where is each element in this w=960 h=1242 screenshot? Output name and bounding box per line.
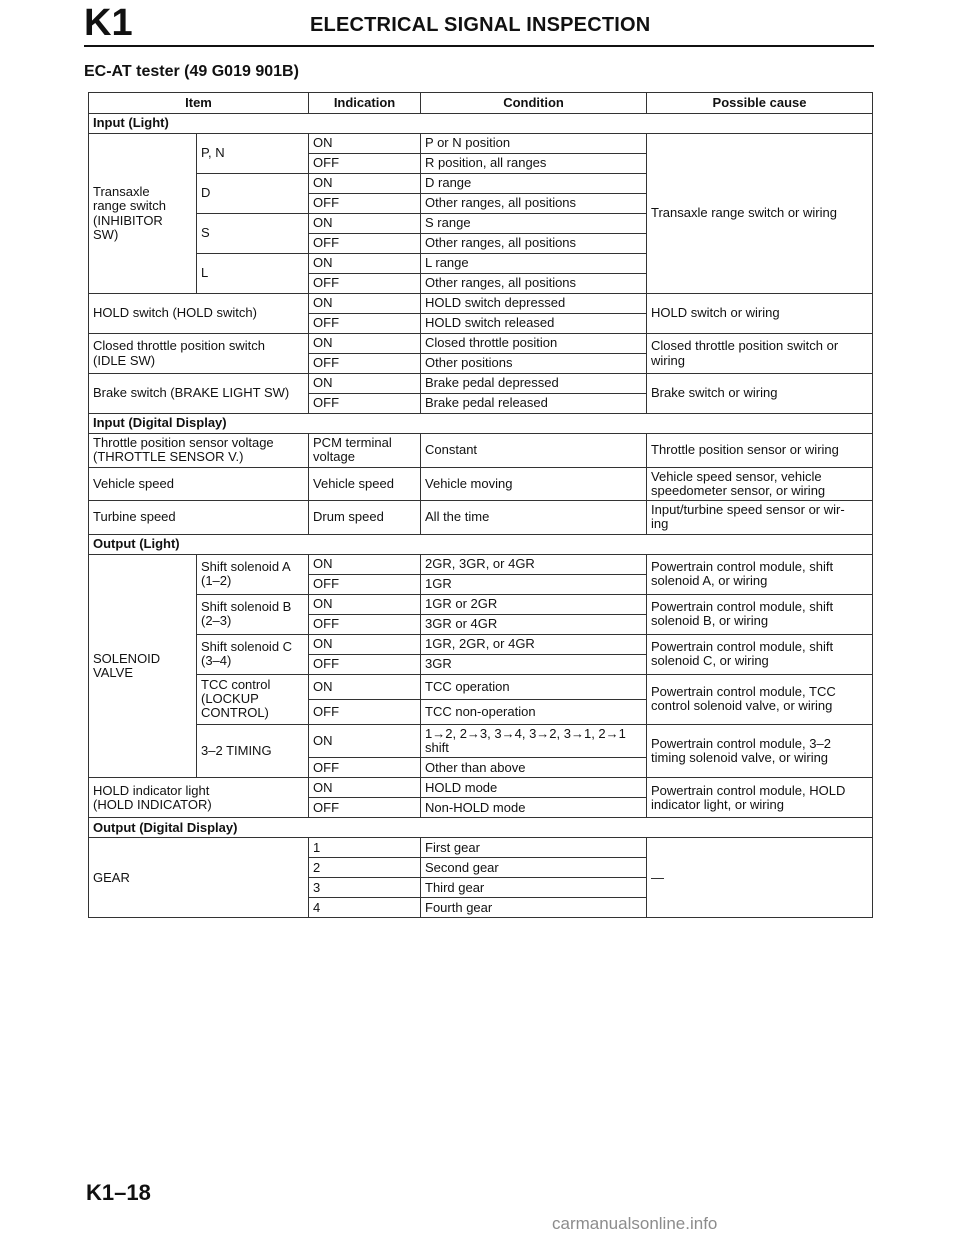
indication-cell: ON (309, 374, 421, 394)
indication-cell: ON (309, 334, 421, 354)
condition-cell: D range (421, 174, 647, 194)
item-hold-switch: HOLD switch (HOLD switch) (89, 294, 309, 334)
subitem-3-2-timing: 3–2 TIMING (197, 724, 309, 778)
table-header-row (89, 93, 873, 114)
indication-cell: Drum speed (309, 501, 421, 535)
cause-tcc-control: Powertrain control module, TCC control solenoid valve, or wiring (647, 674, 873, 724)
cause-idle-switch: Closed throttle position switch or wiring (647, 334, 873, 374)
indication-cell: ON (309, 174, 421, 194)
condition-cell: Other ranges, all positions (421, 274, 647, 294)
cause-shift-solenoid-c: Powertrain control module, shift solenoid C, or wiring (647, 634, 873, 674)
section-header-output-light: Output (Light) (89, 534, 873, 554)
subitem-shift-solenoid-b: Shift solenoid B (2–3) (197, 594, 309, 634)
subitem-shift-solenoid-c: Shift solenoid C (3–4) (197, 634, 309, 674)
subitem-pn: P, N (197, 134, 309, 174)
page-title: ELECTRICAL SIGNAL INSPECTION (310, 14, 651, 36)
condition-cell: Other ranges, all positions (421, 234, 647, 254)
cause-transaxle-range-switch: Transaxle range switch or wiring (647, 134, 873, 294)
indication-cell: OFF (309, 699, 421, 724)
condition-cell: 3GR (421, 654, 647, 674)
condition-cell: All the time (421, 501, 647, 535)
cause-hold-switch: HOLD switch or wiring (647, 294, 873, 334)
condition-cell: Third gear (421, 878, 647, 898)
column-header-condition: Condition (421, 93, 647, 114)
indication-cell: Vehicle speed (309, 467, 421, 501)
indication-cell: ON (309, 134, 421, 154)
item-throttle-position-sensor: Throttle position sensor voltage (THROTTLE SENSOR V.) (89, 434, 309, 468)
condition-cell: HOLD mode (421, 778, 647, 798)
item-transaxle-range-switch: Transaxle range switch (INHIBITOR SW) (89, 134, 197, 294)
indication-cell: ON (309, 778, 421, 798)
indication-cell: OFF (309, 234, 421, 254)
condition-cell: HOLD switch depressed (421, 294, 647, 314)
condition-cell: Vehicle moving (421, 467, 647, 501)
condition-cell: 1GR (421, 574, 647, 594)
condition-cell: Brake pedal released (421, 394, 647, 414)
condition-cell: Fourth gear (421, 898, 647, 918)
condition-cell: HOLD switch released (421, 314, 647, 334)
condition-cell: 1GR or 2GR (421, 594, 647, 614)
subitem-tcc-control: TCC control (LOCKUP CONTROL) (197, 674, 309, 724)
subitem-d: D (197, 174, 309, 214)
condition-cell: Other ranges, all positions (421, 194, 647, 214)
indication-cell: 4 (309, 898, 421, 918)
subitem-s: S (197, 214, 309, 254)
indication-cell: 1 (309, 838, 421, 858)
indication-cell: OFF (309, 574, 421, 594)
condition-cell: Non-HOLD mode (421, 798, 647, 818)
item-hold-indicator: HOLD indicator light (HOLD INDICATOR) (89, 778, 309, 818)
condition-cell: TCC operation (421, 674, 647, 699)
item-vehicle-speed: Vehicle speed (89, 467, 309, 501)
indication-cell: OFF (309, 194, 421, 214)
column-header-possible-cause: Possible cause (647, 93, 873, 114)
indication-cell: OFF (309, 798, 421, 818)
signal-inspection-table (88, 92, 873, 918)
page-number: K1–18 (86, 1180, 151, 1205)
indication-cell: OFF (309, 654, 421, 674)
indication-cell: OFF (309, 274, 421, 294)
cause-throttle-position-sensor: Throttle position sensor or wiring (647, 434, 873, 468)
item-idle-switch: Closed throttle position switch (IDLE SW) (89, 334, 309, 374)
item-solenoid-valve: SOLENOID VALVE (89, 554, 197, 778)
condition-cell: 1GR, 2GR, or 4GR (421, 634, 647, 654)
item-turbine-speed: Turbine speed (89, 501, 309, 535)
condition-cell: 3GR or 4GR (421, 614, 647, 634)
column-header-item: Item (89, 93, 309, 114)
cause-shift-solenoid-a: Powertrain control module, shift solenoid A, or wiring (647, 554, 873, 594)
condition-cell: P or N position (421, 134, 647, 154)
condition-cell: S range (421, 214, 647, 234)
condition-cell: L range (421, 254, 647, 274)
condition-cell: 2GR, 3GR, or 4GR (421, 554, 647, 574)
condition-cell: Closed throttle position (421, 334, 647, 354)
condition-cell: 1→2, 2→3, 3→4, 3→2, 3→1, 2→1 shift (421, 724, 647, 758)
indication-cell: ON (309, 294, 421, 314)
condition-cell: Brake pedal depressed (421, 374, 647, 394)
indication-cell: 2 (309, 858, 421, 878)
condition-cell: Other than above (421, 758, 647, 778)
section-header-output-digital: Output (Digital Display) (89, 818, 873, 838)
cause-gear: — (647, 838, 873, 918)
section-header-input-light: Input (Light) (89, 114, 873, 134)
item-brake-switch: Brake switch (BRAKE LIGHT SW) (89, 374, 309, 414)
section-code: K1 (84, 2, 133, 44)
indication-cell: PCM terminal voltage (309, 434, 421, 468)
cause-3-2-timing: Powertrain control module, 3–2 timing solenoid valve, or wiring (647, 724, 873, 778)
condition-cell: R position, all ranges (421, 154, 647, 174)
indication-cell: OFF (309, 614, 421, 634)
cause-vehicle-speed: Vehicle speed sensor, vehicle speedometer sensor, or wiring (647, 467, 873, 501)
column-header-indication: Indication (309, 93, 421, 114)
indication-cell: 3 (309, 878, 421, 898)
cause-hold-indicator: Powertrain control module, HOLD indicator light, or wiring (647, 778, 873, 818)
indication-cell: OFF (309, 394, 421, 414)
cause-brake-switch: Brake switch or wiring (647, 374, 873, 414)
indication-cell: ON (309, 214, 421, 234)
section-header-input-digital: Input (Digital Display) (89, 414, 873, 434)
condition-cell: Other positions (421, 354, 647, 374)
indication-cell: ON (309, 674, 421, 699)
condition-cell: Second gear (421, 858, 647, 878)
indication-cell: ON (309, 254, 421, 274)
indication-cell: OFF (309, 154, 421, 174)
indication-cell: ON (309, 634, 421, 654)
condition-cell: First gear (421, 838, 647, 858)
title-divider (84, 45, 874, 47)
cause-shift-solenoid-b: Powertrain control module, shift solenoid B, or wiring (647, 594, 873, 634)
indication-cell: ON (309, 594, 421, 614)
indication-cell: OFF (309, 354, 421, 374)
subitem-shift-solenoid-a: Shift solenoid A (1–2) (197, 554, 309, 594)
indication-cell: ON (309, 554, 421, 574)
subitem-l: L (197, 254, 309, 294)
tester-heading: EC-AT tester (49 G019 901B) (84, 63, 299, 80)
indication-cell: OFF (309, 758, 421, 778)
item-gear: GEAR (89, 838, 309, 918)
condition-cell: TCC non-operation (421, 699, 647, 724)
condition-cell: Constant (421, 434, 647, 468)
indication-cell: OFF (309, 314, 421, 334)
indication-cell: ON (309, 724, 421, 758)
cause-turbine-speed: Input/turbine speed sensor or wir- ing (647, 501, 873, 535)
watermark: carmanualsonline.info (552, 1214, 718, 1233)
